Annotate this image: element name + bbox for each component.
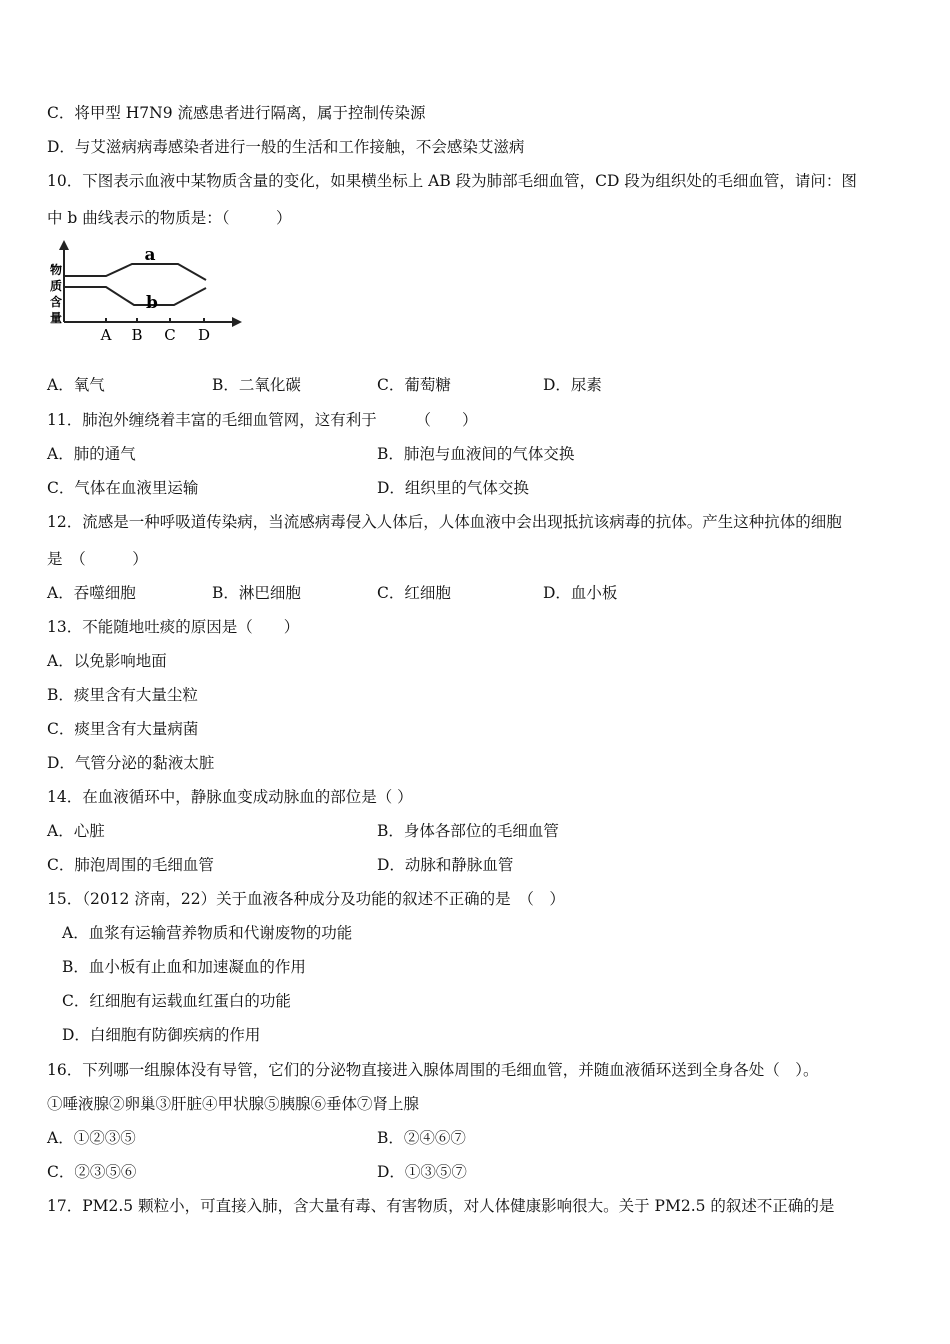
y-axis-arrow	[59, 240, 69, 250]
q16-option-d: D．①③⑤⑦	[377, 1163, 467, 1181]
q16-option-b: B．②④⑥⑦	[377, 1129, 466, 1147]
x-axis-arrow	[232, 317, 242, 327]
curve-a	[64, 264, 206, 280]
q12-option-c: C．红细胞	[377, 584, 451, 602]
ylabel-char: 含	[49, 295, 63, 309]
question-11: 11．肺泡外缠绕着丰富的毛细血管网，这有利于 （ ）	[47, 411, 478, 429]
q13-option-a: A．以免影响地面	[47, 652, 167, 670]
ylabel-char: 量	[49, 311, 63, 325]
question-16-list: ①唾液腺②卵巢③肝脏④甲状腺⑤胰腺⑥垂体⑦肾上腺	[47, 1095, 420, 1113]
blood-substance-chart	[44, 238, 249, 350]
q14-option-c: C．肺泡周围的毛细血管	[47, 856, 214, 874]
q12-option-a: A．吞噬细胞	[47, 584, 136, 602]
x-tick-label: A	[100, 326, 112, 344]
option-c-h7n9: C．将甲型 H7N9 流感患者进行隔离，属于控制传染源	[47, 104, 426, 122]
question-13: 13．不能随地吐痰的原因是（ ）	[47, 618, 300, 636]
x-tick-label: D	[197, 326, 211, 344]
x-tick-label: C	[164, 326, 176, 344]
ylabel-char: 物	[49, 263, 63, 277]
question-14: 14．在血液循环中，静脉血变成动脉血的部位是（ ）	[47, 788, 413, 806]
q15-option-c: C．红细胞有运载血红蛋白的功能	[62, 992, 291, 1010]
q10-option-b: B．二氧化碳	[212, 376, 301, 394]
q11-option-b: B．肺泡与血液间的气体交换	[377, 445, 575, 463]
q11-option-d: D．组织里的气体交换	[377, 479, 529, 497]
q10-option-c: C．葡萄糖	[377, 376, 451, 394]
q12-option-d: D．血小板	[543, 584, 618, 602]
ylabel-char: 质	[49, 279, 63, 293]
q10-option-d: D．尿素	[543, 376, 602, 394]
q10-option-a: A．氧气	[47, 376, 105, 394]
q15-option-b: B．血小板有止血和加速凝血的作用	[62, 958, 306, 976]
question-12-line2: 是 （ ）	[47, 550, 148, 568]
q14-option-b: B．身体各部位的毛细血管	[377, 822, 559, 840]
option-d-aids: D．与艾滋病病毒感染者进行一般的生活和工作接触，不会感染艾滋病	[47, 138, 525, 156]
q12-option-b: B．淋巴细胞	[212, 584, 301, 602]
q15-option-a: A．血浆有运输营养物质和代谢废物的功能	[62, 924, 353, 942]
question-16: 16．下列哪一组腺体没有导管，它们的分泌物直接进入腺体周围的毛细血管，并随血液循环送到全身各处（ ）。	[47, 1061, 819, 1079]
curve-b	[64, 287, 206, 305]
q13-option-c: C．痰里含有大量病菌	[47, 720, 199, 738]
q11-option-c: C．气体在血液里运输	[47, 479, 199, 497]
q15-option-d: D．白细胞有防御疾病的作用	[62, 1026, 261, 1044]
q14-option-d: D．动脉和静脉血管	[377, 856, 514, 874]
q16-option-c: C．②③⑤⑥	[47, 1163, 137, 1181]
curve-b-label: b	[146, 293, 158, 313]
question-10-line2: 中 b 曲线表示的物质是：（ ）	[47, 209, 292, 227]
x-tick-label: B	[131, 326, 143, 344]
q13-option-d: D．气管分泌的黏液太脏	[47, 754, 215, 772]
q11-option-a: A．肺的通气	[47, 445, 136, 463]
question-17: 17．PM2.5 颗粒小，可直接入肺，含大量有毒、有害物质，对人体健康影响很大。关于 PM2.5 的叙述不正确的是	[47, 1197, 835, 1215]
q16-option-a: A．①②③⑤	[47, 1129, 136, 1147]
q14-option-a: A．心脏	[47, 822, 105, 840]
question-10-line1: 10．下图表示血液中某物质含量的变化，如果横坐标上 AB 段为肺部毛细血管，CD 段为组织处的毛细血管，请问：图	[47, 172, 857, 190]
curve-a-label: a	[144, 245, 156, 265]
question-12-line1: 12．流感是一种呼吸道传染病，当流感病毒侵入人体后，人体血液中会出现抵抗该病毒的抗体。产生这种抗体的细胞	[47, 513, 842, 531]
q13-option-b: B．痰里含有大量尘粒	[47, 686, 198, 704]
question-15: 15．（2012 济南，22）关于血液各种成分及功能的叙述不正确的是 （ ）	[47, 890, 565, 908]
